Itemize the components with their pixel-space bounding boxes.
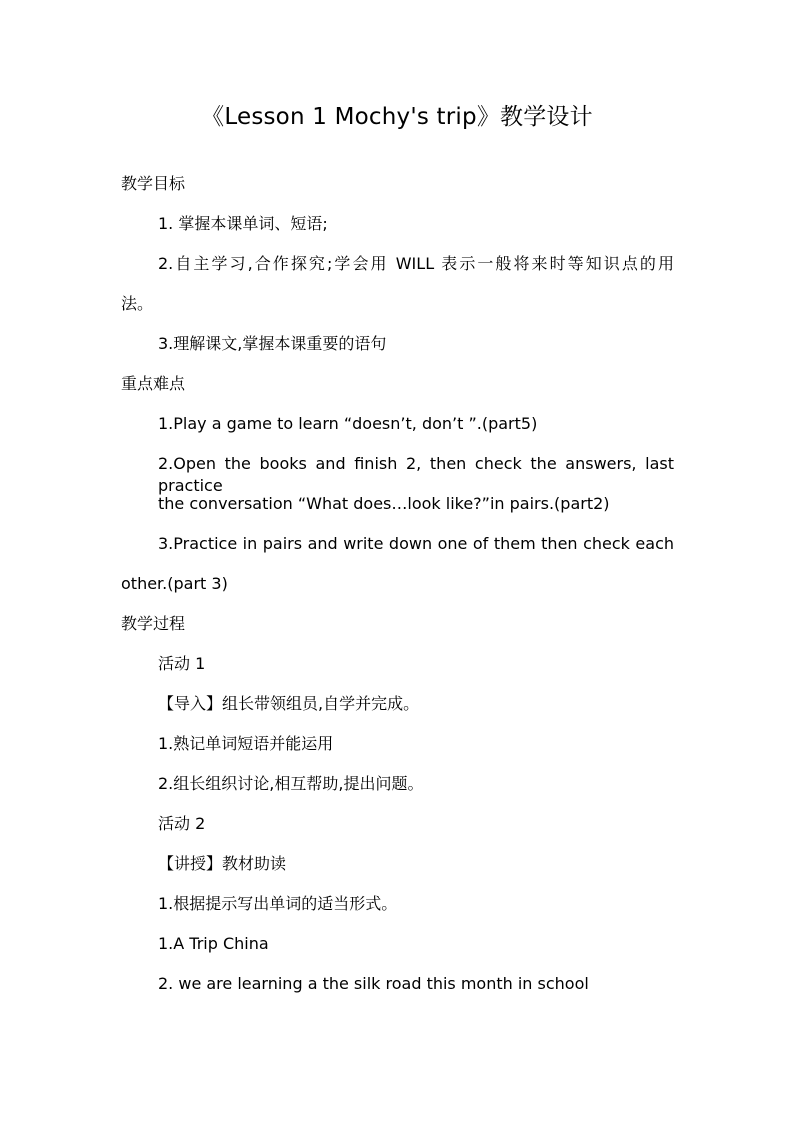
activity-1-intro: 【导入】组长带领组员,自学并完成。: [158, 694, 420, 713]
key-point-item-continued: other.(part 3): [121, 574, 228, 593]
document-title: 《Lesson 1 Mochy's trip》教学设计: [201, 104, 593, 130]
activity-2-item: 1.根据提示写出单词的适当形式。: [158, 894, 398, 913]
activity-2-label: 活动 2: [158, 814, 206, 833]
activity-1-label: 活动 1: [158, 654, 206, 673]
section-heading-objectives: 教学目标: [121, 174, 186, 193]
objective-item: 3.理解课文,掌握本课重要的语句: [158, 334, 387, 353]
key-point-item: 1.Play a game to learn “doesn’t, don’t ”.(part5): [158, 414, 538, 433]
key-point-item: 2.Open the books and finish 2, then check the answers, last practice: [158, 454, 674, 495]
objective-item: 2.自主学习,合作探究;学会用 WILL 表示一般将来时等知识点的用: [158, 254, 674, 273]
activity-1-item: 1.熟记单词短语并能运用: [158, 734, 334, 753]
activity-2-item: 2. we are learning a the silk road this month in school: [158, 974, 589, 993]
activity-1-item: 2.组长组织讨论,相互帮助,提出问题。: [158, 774, 424, 793]
section-heading-key-points: 重点难点: [121, 374, 186, 393]
objective-item: 1. 掌握本课单词、短语;: [158, 214, 328, 233]
section-heading-process: 教学过程: [121, 614, 186, 633]
key-point-item: 3.Practice in pairs and write down one of them then check each: [158, 534, 674, 553]
activity-2-intro: 【讲授】教材助读: [158, 854, 287, 873]
objective-item-continued: 法。: [121, 294, 154, 313]
activity-2-item: 1.A Trip China: [158, 934, 269, 953]
key-point-item-continued: the conversation “What does…look like?”in pairs.(part2): [158, 494, 610, 513]
